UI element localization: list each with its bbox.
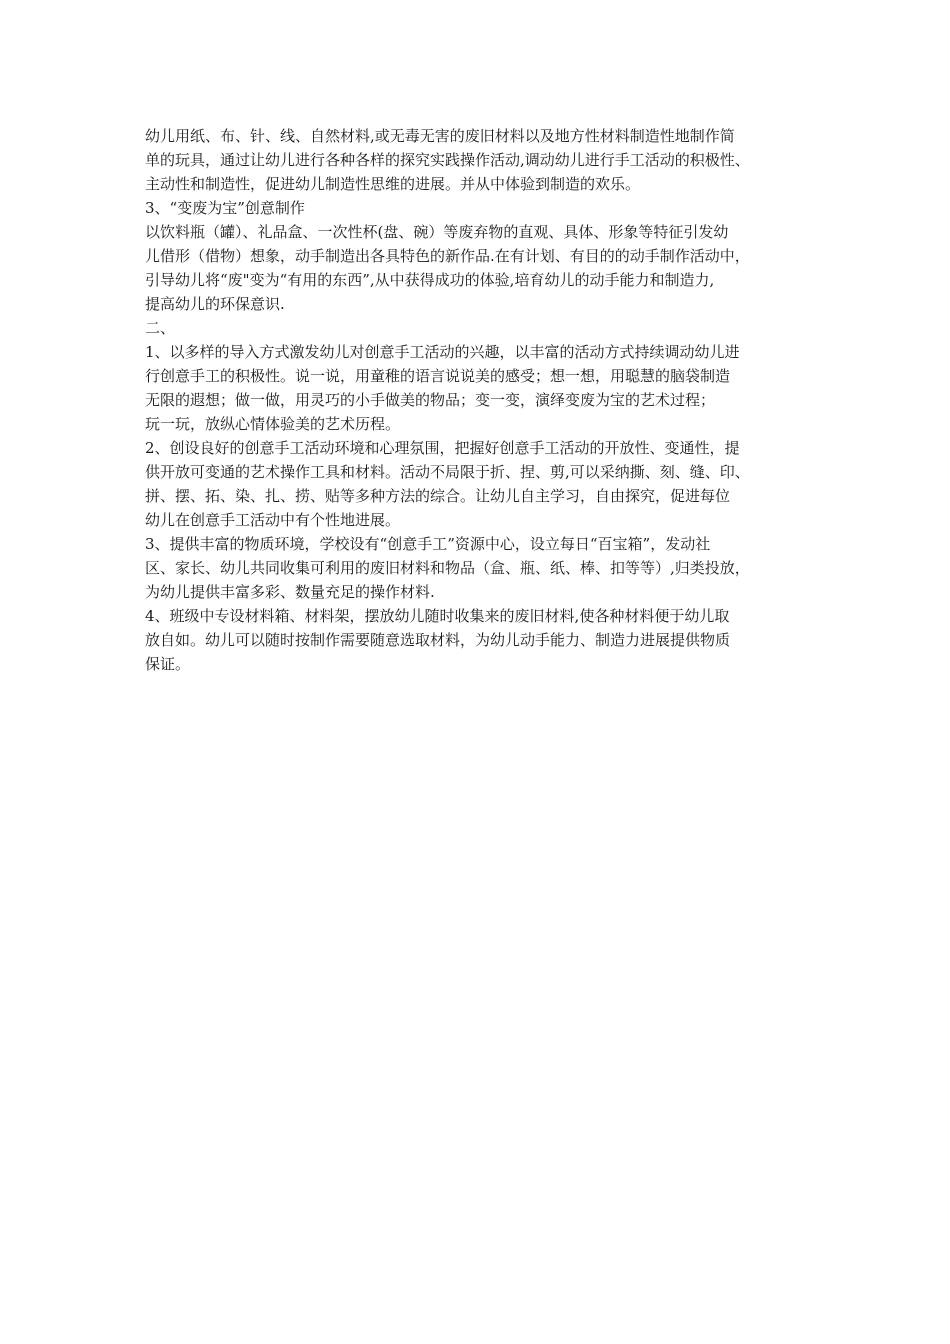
document-body [145,124,825,676]
paragraph-intro: 幼儿用纸、布、针、线、自然材料,或无毒无害的废旧材料以及地方性材料制造性地制作简 单的玩具，通过让幼儿进行各种各样的探究实践操作活动,调动幼儿进行手工活动的积极性、 主动性和制造性，促进幼儿制造性思维的进展。并从中体验到制造的欢乐。 [145,127,750,193]
section-heading-3: 3、“变废为宝”创意制作 [145,199,305,217]
list-item-3: 3、提供丰富的物质环境，学校设有“创意手工”资源中心，设立每日“百宝箱”，发动社 区、家长、幼儿共同收集可利用的废旧材料和物品（盒、瓶、纸、棒、扣等等）,归类投放， 为幼儿提供丰富多彩、数量充足的操作材料. [145,535,750,601]
list-item-2: 2、创设良好的创意手工活动环境和心理氛围，把握好创意手工活动的开放性、变通性，提 供开放可变通的艺术操作工具和材料。活动不局限于折、捏、剪,可以采纳撕、刻、缝、印、 拼、摆、拓、染、扎、捞、贴等多种方法的综合。让幼儿自主学习，自由探究，促进每位 幼儿在创意手工活动中有个性地进展。 [145,439,750,529]
list-item-4: 4、班级中专设材料箱、材料架，摆放幼儿随时收集来的废旧材料,使各种材料便于幼儿取 放自如。幼儿可以随时按制作需要随意选取材料，为幼儿动手能力、制造力进展提供物质 保证。 [145,607,731,673]
list-item-1: 1、以多样的导入方式激发幼儿对创意手工活动的兴趣，以丰富的活动方式持续调动幼儿进 行创意手工的积极性。说一说，用童稚的语言说说美的感受；想一想，用聪慧的脑袋制造 无限的遐想；做一做，用灵巧的小手做美的物品；变一变，演绎变废为宝的艺术过程； 玩一玩，放纵心情体验美的艺术历程。 [145,343,740,433]
section-heading-two: 二、 [145,319,176,337]
paragraph-waste-to-treasure: 以饮料瓶（罐）、礼品盒、一次性杯(盘、碗）等废弃物的直观、具体、形象等特征引发幼 儿借形（借物）想象，动手制造出各具特色的新作品.在有计划、有目的的动手制作活动中， 引导幼儿将“废"变为“有用的东西”,从中获得成功的体验,培育幼儿的动手能力和制造力, 提高幼儿的环保意识. [145,223,750,313]
